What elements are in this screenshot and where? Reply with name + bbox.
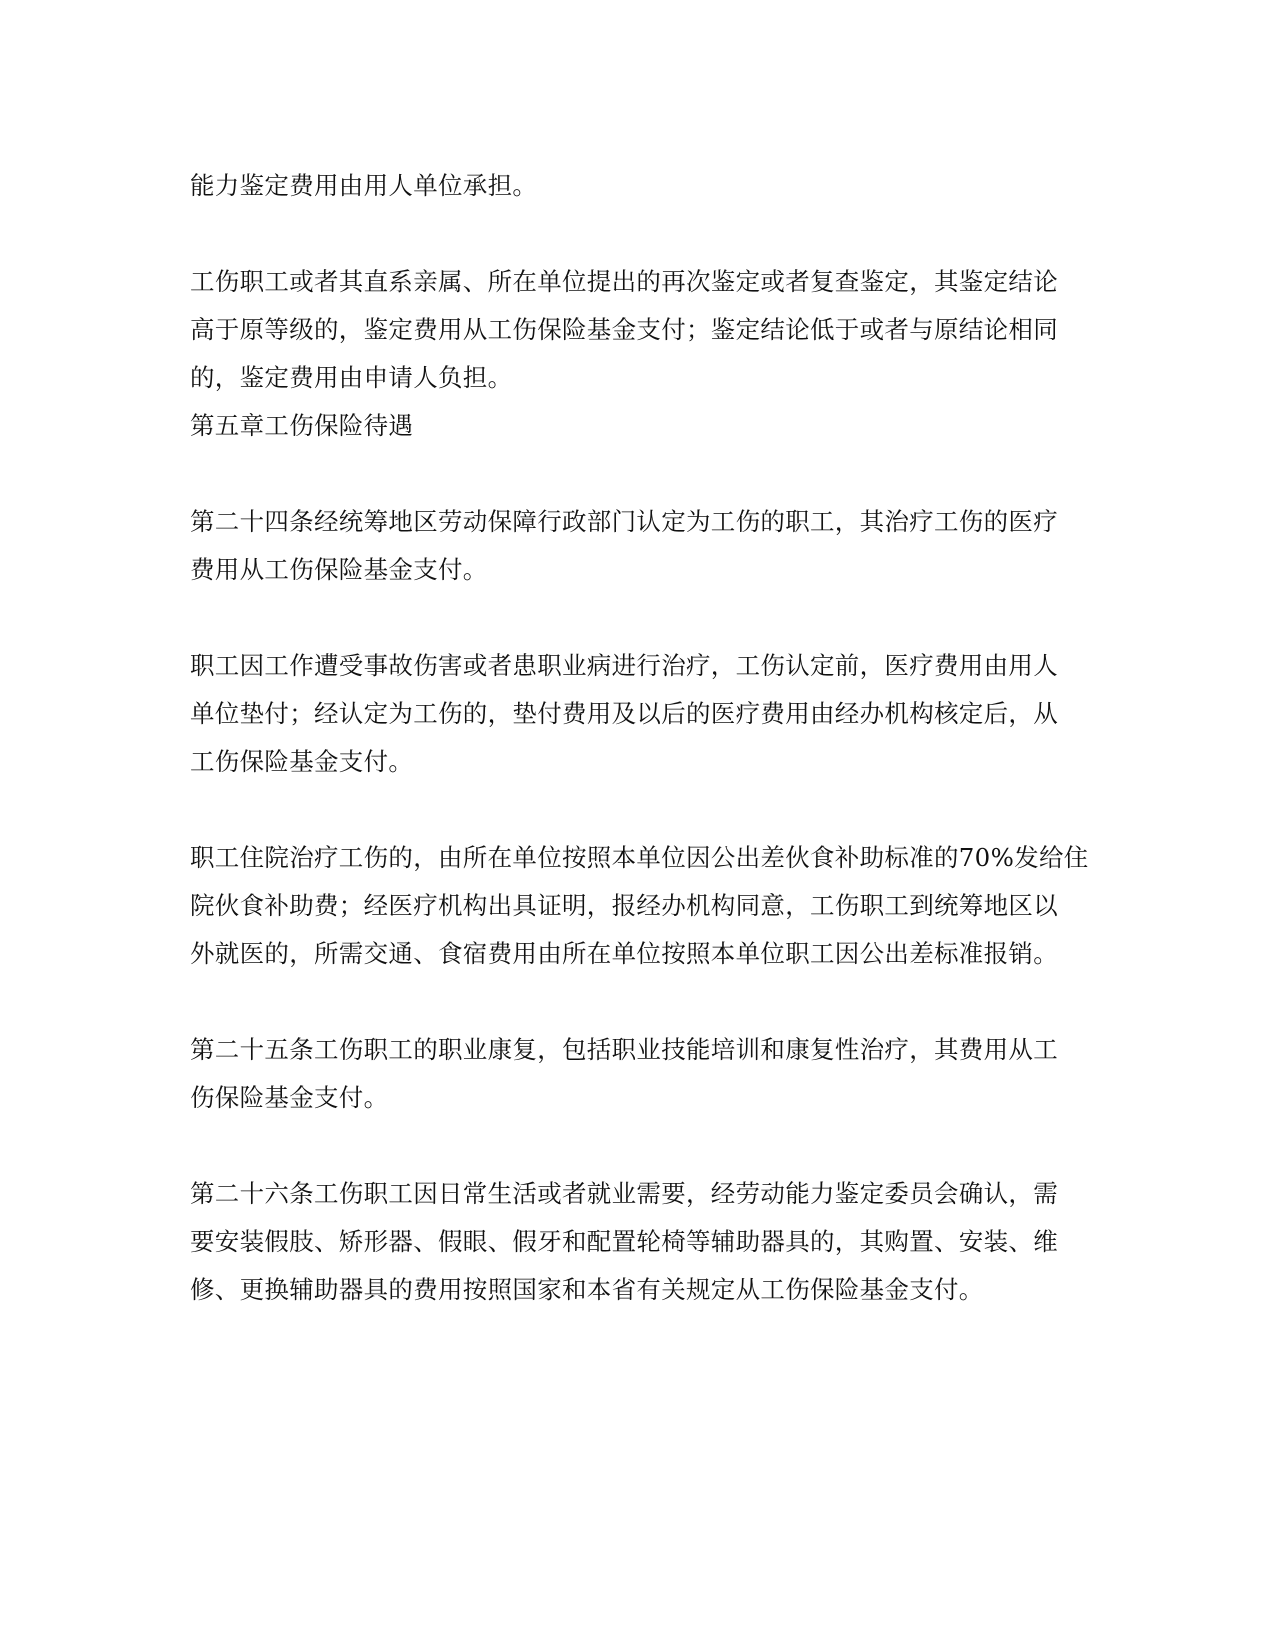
text-line: 高于原等级的，鉴定费用从工伤保险基金支付；鉴定结论低于或者与原结论相同: [190, 315, 1058, 344]
text-line: 的，鉴定费用由申请人负担。: [190, 363, 513, 392]
text-line: 第五章工伤保险待遇: [190, 411, 414, 440]
text-line: 职工住院治疗工伤的，由所在单位按照本单位因公出差伙食补助标准的70%发给住: [190, 843, 1089, 872]
paragraph-gap: [190, 210, 1080, 258]
text-line: 单位垫付；经认定为工伤的，垫付费用及以后的医疗费用由经办机构核定后，从: [190, 699, 1058, 728]
text-line: 第二十四条经统筹地区劳动保障行政部门认定为工伤的职工，其治疗工伤的医疗: [190, 507, 1058, 536]
paragraph-article-26: [190, 1170, 1080, 1314]
text-line: 要安装假肢、矫形器、假眼、假牙和配置轮椅等辅助器具的，其购置、安装、维: [190, 1227, 1058, 1256]
text-line: 费用从工伤保险基金支付。: [190, 555, 488, 584]
text-line: 伤保险基金支付。: [190, 1083, 389, 1112]
text-line: 工伤职工或者其直系亲属、所在单位提出的再次鉴定或者复查鉴定，其鉴定结论: [190, 267, 1058, 296]
text-line: 职工因工作遭受事故伤害或者患职业病进行治疗，工伤认定前，医疗费用由用人: [190, 651, 1058, 680]
paragraph-hospital-allowance: [190, 834, 1089, 978]
text-line: 工伤保险基金支付。: [190, 747, 414, 776]
paragraph-appraisal-cost: [190, 162, 1080, 210]
text-line: 外就医的，所需交通、食宿费用由所在单位按照本单位职工因公出差标准报销。: [190, 939, 1058, 968]
text-line: 第二十五条工伤职工的职业康复，包括职业技能培训和康复性治疗，其费用从工: [190, 1035, 1058, 1064]
paragraph-gap: [190, 450, 1080, 498]
paragraph-gap: [190, 786, 1080, 834]
paragraph-gap: [190, 978, 1080, 1026]
paragraph-article-25: [190, 1026, 1080, 1122]
text-line: 院伙食补助费；经医疗机构出具证明，报经办机构同意，工伤职工到统筹地区以: [190, 891, 1058, 920]
text-line: 能力鉴定费用由用人单位承担。: [190, 171, 538, 200]
chapter-heading: [190, 402, 1080, 450]
paragraph-medical-advance: [190, 642, 1080, 786]
text-line: 第二十六条工伤职工因日常生活或者就业需要，经劳动能力鉴定委员会确认，需: [190, 1179, 1058, 1208]
paragraph-gap: [190, 1122, 1080, 1170]
paragraph-gap: [190, 594, 1080, 642]
text-line: 修、更换辅助器具的费用按照国家和本省有关规定从工伤保险基金支付。: [190, 1275, 984, 1304]
paragraph-reappraisal: [190, 258, 1080, 402]
document-body: [190, 162, 1089, 1314]
paragraph-article-24: [190, 498, 1080, 594]
